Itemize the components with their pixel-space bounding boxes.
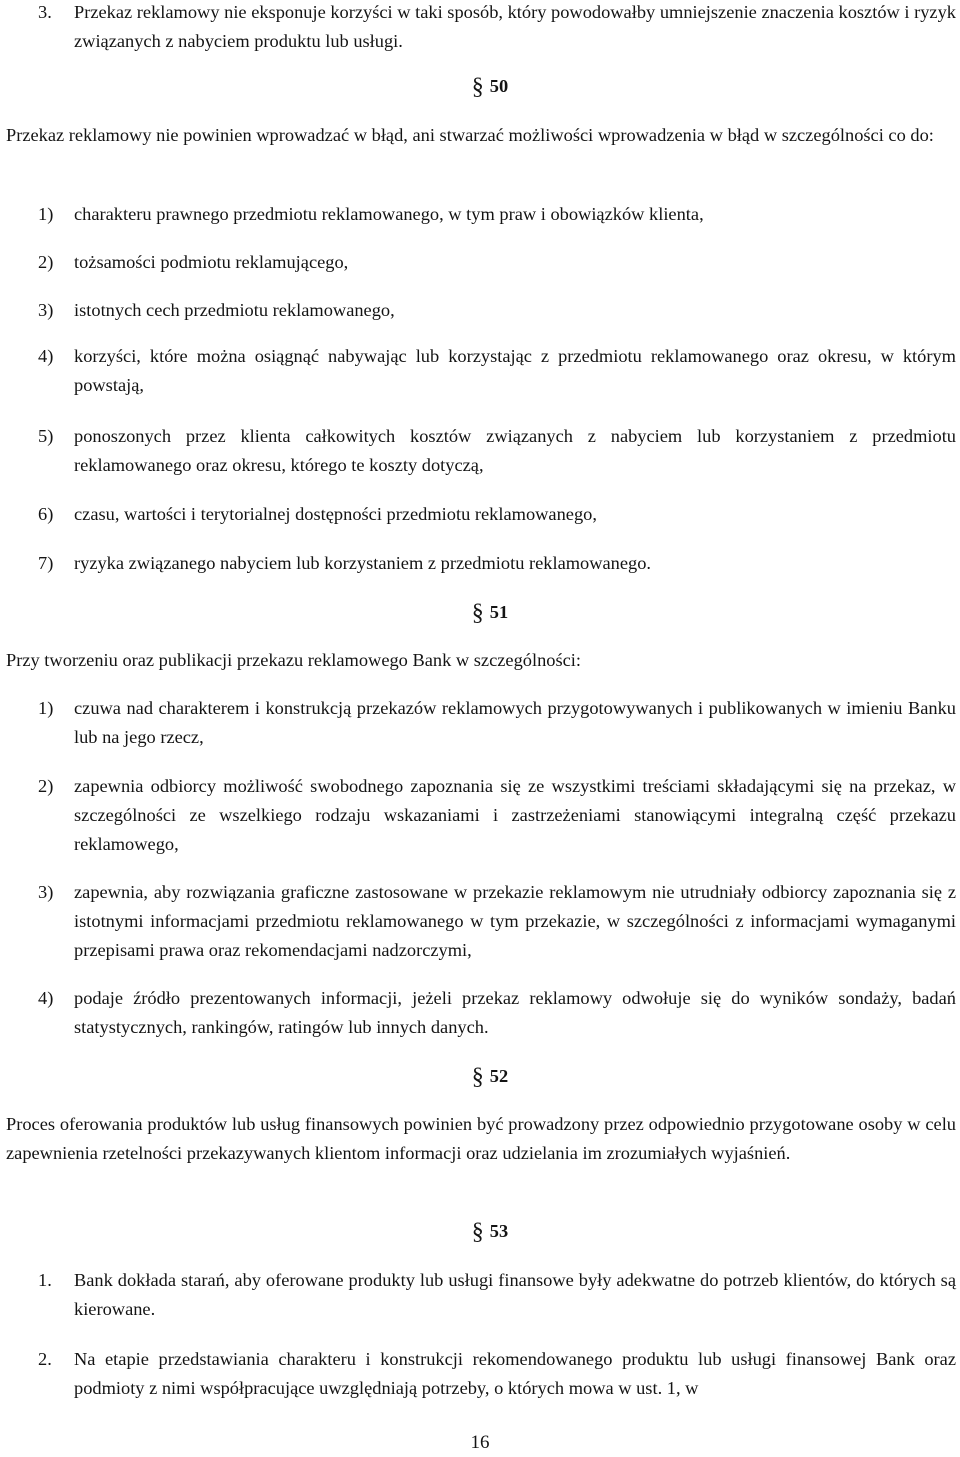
list-item-number: 5) (38, 426, 54, 446)
section-heading (0, 1062, 960, 1092)
section-number: 50 (489, 76, 509, 96)
page-number: 16 (470, 1432, 490, 1453)
list-item-number: 2) (38, 252, 54, 272)
list-item (38, 0, 956, 56)
list-item (38, 248, 956, 277)
list-item (38, 878, 956, 965)
list-item-text: zapewnia, aby rozwiązania graficzne zastosowane w przekazie reklamowym nie utrudniały odbiorcy zapoznania się z istotnymi informacjami przedmiotu reklamowanego w tym przekazie, w szczególności z informacjami wymaganymi przepisami prawa oraz rekomendacjami nadzorczymi, (74, 882, 956, 960)
list-item-text: czasu, wartości i terytorialnej dostępności przedmiotu reklamowanego, (74, 504, 597, 524)
section-heading (0, 598, 960, 628)
list-item-number: 3) (38, 300, 54, 320)
list-item (38, 342, 956, 400)
list-item-number: 1) (38, 204, 54, 224)
section-symbol: § (471, 600, 484, 626)
section-heading (0, 72, 960, 102)
list-item (38, 1266, 956, 1324)
list-item (38, 549, 956, 578)
list-item-text: Przekaz reklamowy nie eksponuje korzyści w taki sposób, który powodowałby umniejszenie znaczenia kosztów i ryzyk związanych z nabyciem produktu lub usługi. (74, 2, 956, 51)
list-item-text: Bank dokłada starań, aby oferowane produkty lub usługi finansowe były adekwatne do potrzeb klientów, do których są kierowane. (74, 1270, 956, 1319)
list-item-number: 7) (38, 553, 54, 573)
list-item-number: 4) (38, 346, 54, 366)
list-item-number: 3. (38, 2, 52, 22)
section-number: 51 (489, 602, 509, 622)
section-intro: Proces oferowania produktów lub usług finansowych powinien być prowadzony przez odpowiednio przygotowane osoby w celu zapewnienia rzetelności przekazywanych klientom informacji oraz udzielania im zrozumiałych wyjaśnień. (6, 1114, 956, 1163)
section-intro: Przekaz reklamowy nie powinien wprowadzać w błąd, ani stwarzać możliwości wprowadzenia w błąd w szczególności co do: (6, 125, 934, 145)
section-symbol: § (471, 1219, 484, 1245)
list-item-number: 3) (38, 882, 54, 902)
list-item (38, 500, 956, 529)
list-item-number: 6) (38, 504, 54, 524)
section-number: 52 (489, 1066, 509, 1086)
list-item-text: korzyści, które można osiągnąć nabywając lub korzystając z przedmiotu reklamowanego oraz okresu, w którym powstają, (74, 346, 956, 395)
list-item-text: Na etapie przedstawiania charakteru i konstrukcji rekomendowanego produktu lub usługi finansowej Bank oraz podmioty z nimi współpracujące uwzględniają potrzeby, o których mowa w ust. 1, w (74, 1349, 956, 1398)
list-item-text: podaje źródło prezentowanych informacji, jeżeli przekaz reklamowy odwołuje się do wyników sondaży, badań statystycznych, rankingów, ratingów lub innych danych. (74, 988, 956, 1037)
list-item-text: ponoszonych przez klienta całkowitych kosztów związanych z nabyciem lub korzystaniem z przedmiotu reklamowanego oraz okresu, którego te koszty dotyczą, (74, 426, 956, 475)
list-item (38, 694, 956, 752)
list-item-number: 1. (38, 1270, 52, 1290)
list-item (38, 772, 956, 859)
list-item-text: istotnych cech przedmiotu reklamowanego, (74, 300, 395, 320)
list-item-text: zapewnia odbiorcy możliwość swobodnego zapoznania się ze wszystkimi treściami składającymi się na przekaz, w szczególności ze wszelkiego rodzaju wskazaniami i zastrzeżeniami stanowiącymi integralną część przekazu reklamowego, (74, 776, 956, 854)
list-item-text: tożsamości podmiotu reklamującego, (74, 252, 349, 272)
list-item-number: 1) (38, 698, 54, 718)
list-item (38, 200, 956, 229)
list-item (38, 1345, 956, 1403)
list-item-text: czuwa nad charakterem i konstrukcją przekazów reklamowych przygotowywanych i publikowanych w imieniu Banku lub na jego rzecz, (74, 698, 956, 747)
list-item (38, 296, 956, 325)
section-number: 53 (489, 1221, 509, 1241)
list-item-number: 2) (38, 776, 54, 796)
list-item-number: 4) (38, 988, 54, 1008)
list-item-text: charakteru prawnego przedmiotu reklamowanego, w tym praw i obowiązków klienta, (74, 204, 704, 224)
list-item-number: 2. (38, 1349, 52, 1369)
section-heading (0, 1217, 960, 1247)
list-item (38, 422, 956, 480)
list-item (38, 984, 956, 1042)
section-symbol: § (471, 74, 484, 100)
list-item-text: ryzyka związanego nabyciem lub korzystaniem z przedmiotu reklamowanego. (74, 553, 652, 573)
section-intro: Przy tworzeniu oraz publikacji przekazu reklamowego Bank w szczególności: (6, 650, 582, 670)
section-symbol: § (471, 1064, 484, 1090)
